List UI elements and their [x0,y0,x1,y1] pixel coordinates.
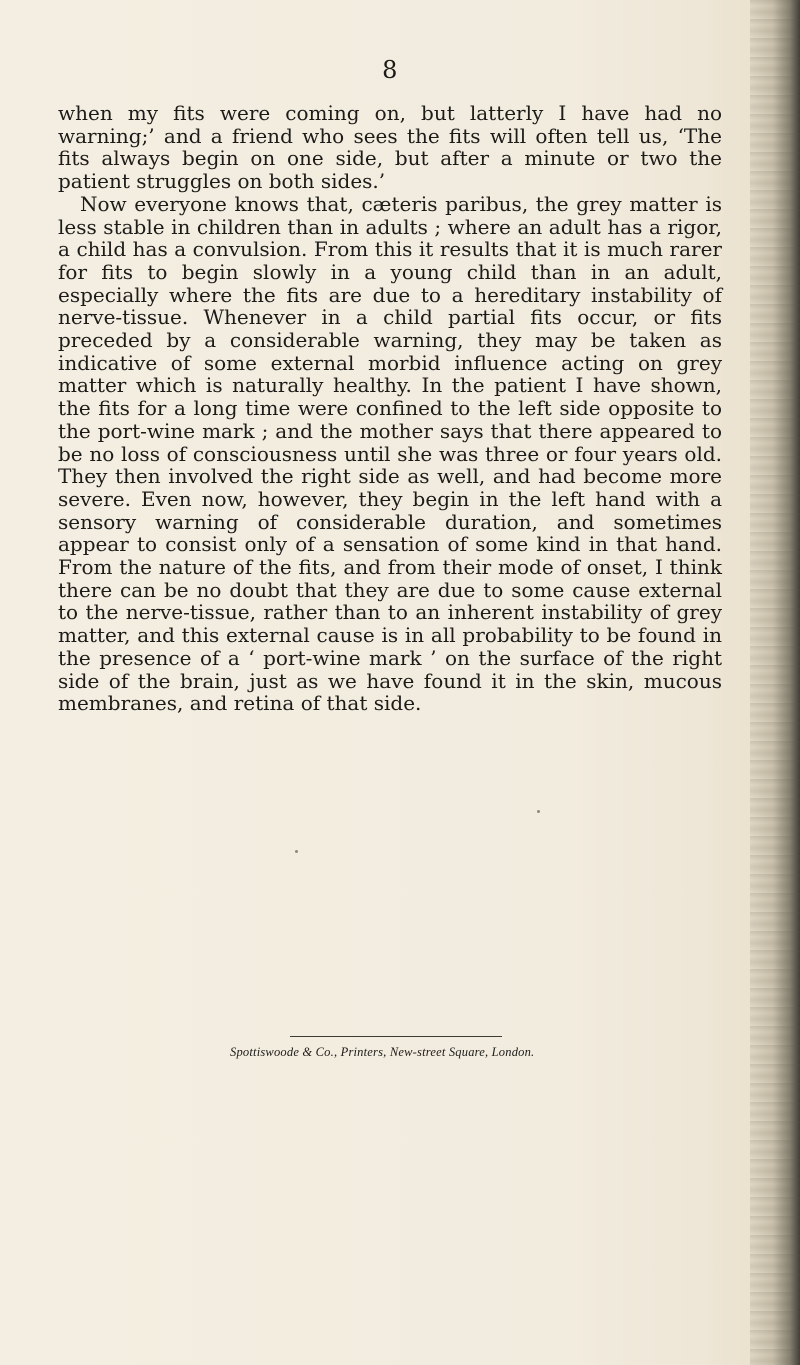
print-speck [537,810,540,813]
body-text [58,102,722,715]
paragraph-2: Now everyone knows that, cæteris paribus, the grey matter is less stable in children than in adults ; where an adult has a rigor, a child has a convulsion. From this it results that it is much rarer for fits to begin slowly in a young child than in an adult, especially where the fits are due to a hereditary instability of nerve-tissue. Whenever in a child partial fits occur, or fits preceded by a considerable warning, they may be taken as indicative of some external morbid influence acting on grey matter which is naturally healthy. In the patient I have shown, the fits for a long time were confined to the left side opposite to the port-wine mark ; and the mother says that there appeared to be no loss of consciousness until she was three or four years old. They then involved the right side as well, and had become more severe. Even now, however, they begin in the left hand with a sensory warning of considerable duration, and sometimes appear to consist only of a sensation of some kind in that hand. From the nature of the fits, and from their mode of onset, I think there can be no doubt that they are due to some cause external to the nerve-tissue, rather than to an inherent instability of grey matter, and this external cause is in all probability to be found in the presence of a ‘ port-wine mark ’ on the surface of the right side of the brain, just as we have found it in the skin, mucous membranes, and retina of that side. [58,191,722,716]
footer-rule [290,1036,502,1037]
page-number: 8 [382,56,398,84]
paragraph-1: when my fits were coming on, but latterly I have had no warning;’ and a friend who sees the fits will often tell us, ‘The fits always begin on one side, but after a minute or two the patient struggles on both sides.’ [58,101,722,194]
printer-imprint: Spottiswoode & Co., Printers, New-street Square, London. [230,1045,535,1059]
page-edge-shadow [750,0,800,1365]
print-speck [295,850,298,853]
